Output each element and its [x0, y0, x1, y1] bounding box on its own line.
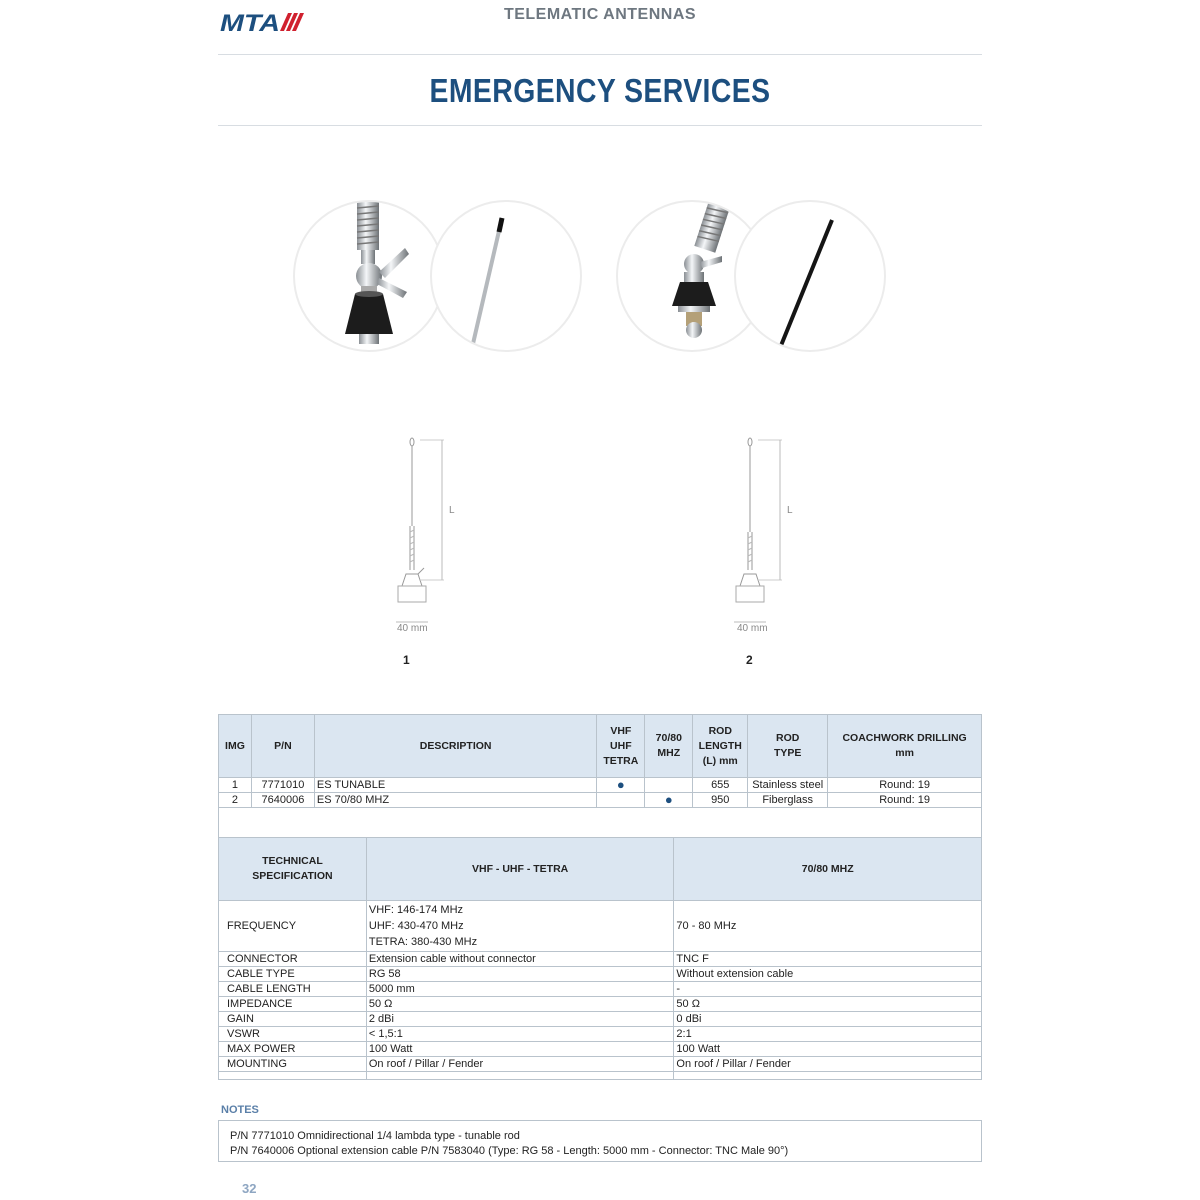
spec-value-vhf-uhf-tetra: VHF: 146-174 MHz UHF: 430-470 MHz TETRA: 380-430 MHz	[366, 901, 674, 952]
cell-pn: 7640006	[251, 793, 314, 808]
spec-row	[219, 967, 982, 982]
spec-value-vhf-uhf-tetra: On roof / Pillar / Fender	[366, 1057, 674, 1072]
spec-value-70-80-mhz: Without extension cable	[674, 967, 982, 982]
spec-value-70-80-mhz: TNC F	[674, 952, 982, 967]
spec-value-70-80-mhz: -	[674, 982, 982, 997]
spec-value-70-80-mhz: 50 Ω	[674, 997, 982, 1012]
page-title: EMERGENCY SERVICES	[429, 72, 771, 109]
col-header-vhf-uhf-tetra: VHF UHF TETRA	[597, 715, 645, 778]
spec-header-70-80-mhz: 70/80 MHZ	[674, 838, 982, 901]
spec-row	[219, 952, 982, 967]
spec-label: IMPEDANCE	[219, 997, 367, 1012]
note-line: P/N 7640006 Optional extension cable P/N 7583040 (Type: RG 58 - Length: 5000 mm - Connector: TNC Male 90°)	[230, 1145, 789, 1157]
spec-value-vhf-uhf-tetra: RG 58	[366, 967, 674, 982]
spec-value-70-80-mhz: 0 dBi	[674, 1012, 982, 1027]
spec-value-70-80-mhz: 70 - 80 MHz	[674, 901, 982, 952]
spec-value-vhf-uhf-tetra: 100 Watt	[366, 1042, 674, 1057]
spec-row	[219, 1012, 982, 1027]
table-spacer	[218, 808, 982, 838]
spec-header-label: TECHNICAL SPECIFICATION	[219, 838, 367, 901]
cell-vhf-marker: ●	[597, 778, 645, 793]
spec-value-vhf-uhf-tetra: < 1,5:1	[366, 1027, 674, 1042]
drawing-1-number: 1	[403, 653, 410, 667]
table-row	[219, 778, 982, 793]
spec-label: CABLE LENGTH	[219, 982, 367, 997]
col-header-70-80-mhz: 70/80 MHZ	[645, 715, 693, 778]
spec-label: GAIN	[219, 1012, 367, 1027]
note-line: P/N 7771010 Omnidirectional 1/4 lambda type - tunable rod	[230, 1130, 520, 1142]
spec-header-vhf-uhf-tetra: VHF - UHF - TETRA	[366, 838, 674, 901]
spec-label: FREQUENCY	[219, 901, 367, 952]
spec-value-vhf-uhf-tetra: 5000 mm	[366, 982, 674, 997]
cell-mhz-marker: ●	[645, 793, 693, 808]
cell-description: ES TUNABLE	[314, 778, 596, 793]
cell-rod-length: 655	[693, 778, 748, 793]
antenna-1-rod-photo	[430, 200, 582, 352]
spec-label: CABLE TYPE	[219, 967, 367, 982]
cell-rod-type: Fiberglass	[748, 793, 828, 808]
cell-drilling: Round: 19	[828, 778, 982, 793]
header-title: TELEMATIC ANTENNAS	[503, 6, 697, 23]
drawing-1-length-label: L	[449, 505, 455, 516]
cell-rod-type: Stainless steel	[748, 778, 828, 793]
spec-row-empty	[219, 1072, 982, 1080]
notes-label: NOTES	[221, 1104, 259, 1116]
technical-spec-table	[218, 837, 982, 1080]
svg-text:MTA: MTA	[220, 11, 280, 33]
cell-mhz-marker	[645, 778, 693, 793]
table-row	[219, 793, 982, 808]
title-divider	[218, 125, 982, 126]
col-header-rod-length: ROD LENGTH (L) mm	[693, 715, 748, 778]
products-table	[218, 714, 982, 808]
spec-label: VSWR	[219, 1027, 367, 1042]
spec-value-70-80-mhz: 100 Watt	[674, 1042, 982, 1057]
cell-img: 1	[219, 778, 252, 793]
drawing-2-base-label: 40 mm	[737, 623, 768, 634]
drawing-2-length-label: L	[787, 505, 793, 516]
col-header-pn: P/N	[251, 715, 314, 778]
spec-row	[219, 982, 982, 997]
spec-header-row	[219, 838, 982, 901]
spec-label: MOUNTING	[219, 1057, 367, 1072]
antenna-1-drawing	[380, 436, 480, 636]
spec-row	[219, 997, 982, 1012]
cell-description: ES 70/80 MHZ	[314, 793, 596, 808]
drawing-1-base-label: 40 mm	[397, 623, 428, 634]
cell-pn: 7771010	[251, 778, 314, 793]
notes-box	[218, 1120, 982, 1162]
antenna-1-base-photo	[293, 200, 445, 352]
spec-empty-cell	[219, 1072, 367, 1080]
spec-row-frequency	[219, 901, 982, 952]
col-header-rod-type: ROD TYPE	[748, 715, 828, 778]
spec-label: CONNECTOR	[219, 952, 367, 967]
cell-drilling: Round: 19	[828, 793, 982, 808]
antenna-2-drawing	[720, 436, 820, 636]
spec-row	[219, 1027, 982, 1042]
spec-value-70-80-mhz: 2:1	[674, 1027, 982, 1042]
antenna-2-rod-photo	[734, 200, 886, 352]
products-header-row	[219, 715, 982, 778]
page-header	[218, 0, 982, 55]
cell-rod-length: 950	[693, 793, 748, 808]
col-header-coachwork-drilling: COACHWORK DRILLING mm	[828, 715, 982, 778]
spec-label: MAX POWER	[219, 1042, 367, 1057]
spec-value-vhf-uhf-tetra: 50 Ω	[366, 997, 674, 1012]
col-header-img: IMG	[219, 715, 252, 778]
col-header-description: DESCRIPTION	[314, 715, 596, 778]
spec-empty-cell	[366, 1072, 674, 1080]
spring-coil	[357, 202, 379, 250]
cell-vhf-marker	[597, 793, 645, 808]
spec-value-70-80-mhz: On roof / Pillar / Fender	[674, 1057, 982, 1072]
cell-img: 2	[219, 793, 252, 808]
spec-row	[219, 1042, 982, 1057]
spec-empty-cell	[674, 1072, 982, 1080]
spec-row	[219, 1057, 982, 1072]
page-number: 32	[242, 1181, 257, 1196]
drawing-2-number: 2	[746, 653, 753, 667]
spec-value-vhf-uhf-tetra: 2 dBi	[366, 1012, 674, 1027]
spec-value-vhf-uhf-tetra: Extension cable without connector	[366, 952, 674, 967]
